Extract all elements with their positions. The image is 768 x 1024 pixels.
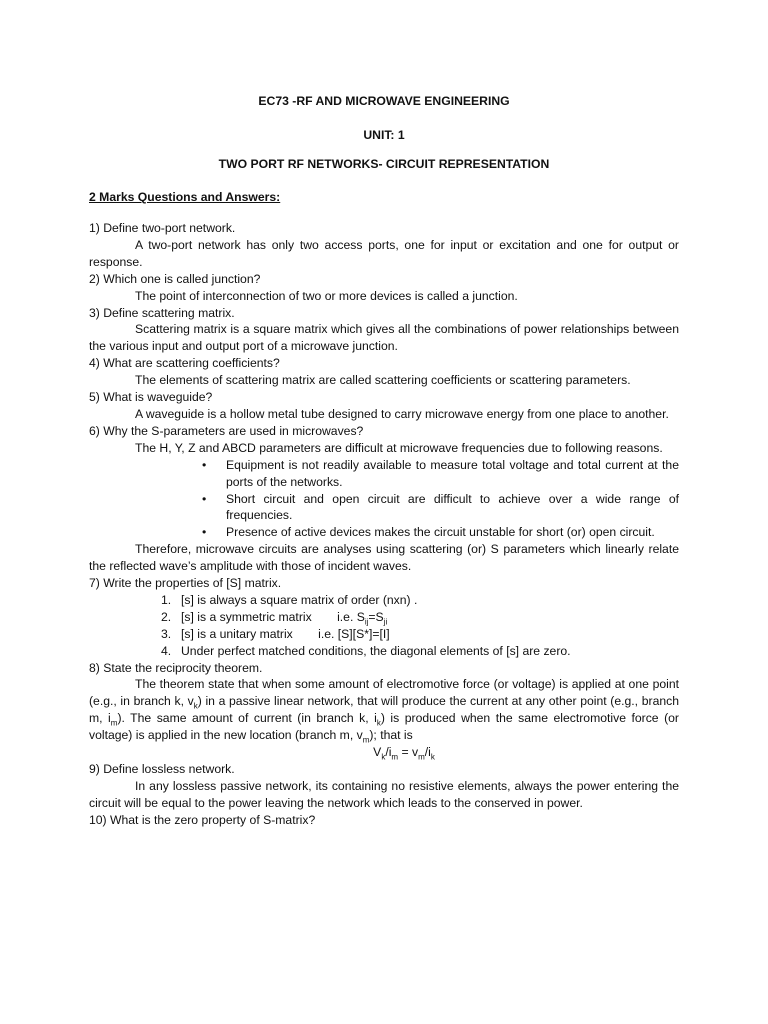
answer-2: The point of interconnection of two or more devices is called a junction. — [135, 288, 518, 303]
question-8: 8) State the reciprocity theorem. — [89, 660, 263, 675]
answer-6-conclusion: Therefore, microwave circuits are analyses using scattering (or) S parameters which linearly relate the reflected wave’s amplitude with those of incident waves. — [89, 542, 679, 574]
answer-9: In any lossless passive network, its containing no resistive elements, always the power entering the circuit will be equal to the power leaving the network which leads to the conserved in power. — [89, 778, 679, 810]
answer-8: The theorem state that when some amount of electromotive force (or voltage) is applied at one point (e.g., in branch k, $v_k$) in a passive linear network, that will produce the current at any other point (e.g., branch m, $i_m$). The same amount of current (in branch k, $i_k$) is produced when the same electromotive force (or voltage) is applied in the new location (branch m, $v_m$); that is — [89, 677, 679, 745]
reciprocity-equation: $V_k/i_m = v_m/i_k$ — [373, 745, 435, 762]
unit-title: UNIT: 1 — [363, 128, 405, 142]
property-item — [161, 592, 679, 609]
section-heading: 2 Marks Questions and Answers: — [89, 190, 281, 204]
answer-4: The elements of scattering matrix are called scattering coefficients or scattering parameters. — [135, 373, 631, 388]
item-number: 2. — [161, 609, 172, 624]
property-item — [161, 609, 679, 627]
property-text: [s] is a unitary matrix — [181, 626, 293, 641]
reasons-list — [89, 457, 679, 542]
answer-3: Scattering matrix is a square matrix which gives all the combinations of power relationships between the various input and output port of a microwave junction. — [89, 322, 679, 354]
item-number: 1. — [161, 592, 172, 607]
question-6: 6) Why the S-parameters are used in microwaves? — [89, 423, 364, 438]
reason-item: • Short circuit and open circuit are difficult to achieve over a wide range of frequencies. — [226, 491, 679, 525]
property-item — [161, 626, 679, 643]
property-text: Under perfect matched conditions, the diagonal elements of [s] are zero. — [181, 643, 571, 658]
reason-item: • Equipment is not readily available to measure total voltage and total current at the ports of the networks. — [226, 457, 679, 491]
qa-body — [89, 220, 679, 829]
question-3: 3) Define scattering matrix. — [89, 305, 235, 320]
answer-5: A waveguide is a hollow metal tube designed to carry microwave energy from one place to another. — [135, 406, 669, 421]
properties-list — [89, 592, 679, 660]
question-10: 10) What is the zero property of S-matrix? — [89, 812, 316, 827]
question-2: 2) Which one is called junction? — [89, 271, 261, 286]
question-1: 1) Define two-port network. — [89, 221, 236, 235]
course-title: EC73 -RF AND MICROWAVE ENGINEERING — [258, 94, 510, 108]
answer-6-intro: The H, Y, Z and ABCD parameters are difficult at microwave frequencies due to following reasons. — [135, 440, 663, 455]
property-text: [s] is always a square matrix of order (nxn) . — [181, 592, 418, 607]
property-text: [s] is a symmetric matrix — [181, 609, 312, 624]
question-9: 9) Define lossless network. — [89, 762, 235, 776]
topic-title: TWO PORT RF NETWORKS- CIRCUIT REPRESENTATION — [218, 157, 550, 171]
item-number: 4. — [161, 643, 172, 658]
property-relation: i.e. [S][S*]=[I] — [318, 626, 390, 641]
item-number: 3. — [161, 626, 172, 641]
question-4: 4) What are scattering coefficients? — [89, 356, 280, 371]
answer-1: A two-port network has only two access ports, one for input or excitation and one for output or response. — [89, 237, 679, 269]
property-relation: i.e. $S_{ij}=S_{ji}$ — [337, 609, 388, 627]
question-5: 5) What is waveguide? — [89, 390, 213, 405]
property-item — [161, 643, 679, 660]
reason-item: • Presence of active devices makes the circuit unstable for short (or) open circuit. — [226, 524, 679, 541]
question-7: 7) Write the properties of [S] matrix. — [89, 576, 282, 591]
